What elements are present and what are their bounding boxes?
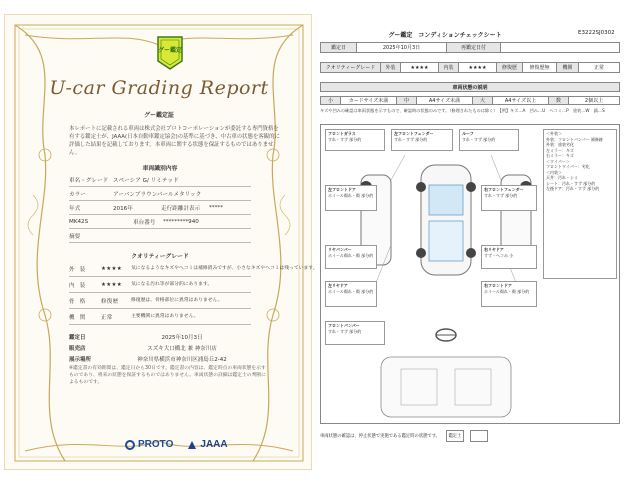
vehicle-year-value: 2016年 [113, 205, 133, 212]
vehicle-name-value: スペーシア G/ リミテッド [113, 177, 179, 184]
vehicle-info-table [69, 173, 251, 243]
vehicle-name-label: 車名・グレード [69, 177, 109, 184]
sheet-quality-row [320, 62, 620, 73]
sheet-date-value: 2025年10月3日 [357, 43, 447, 52]
mileage-value: ***** [209, 204, 223, 211]
box-title: 右フロントフェンダー [484, 187, 524, 192]
signature-label: 鑑定士 [446, 430, 464, 442]
sheet-quality-label: クオリティーグレード [321, 63, 381, 72]
box-detail: すれ・すず 部分的 [328, 328, 362, 334]
location-row [69, 353, 251, 364]
vehicle-color-row [69, 187, 251, 201]
vehicle-name-row [69, 173, 251, 187]
jaaa-logo-icon [187, 440, 197, 450]
vehicle-section-heading: 車両識別内容 [142, 166, 178, 172]
box-detail: すれ・すず 部分的 [394, 136, 428, 142]
jaaa-logo [187, 439, 227, 450]
re-grade-label: 再鑑定日付 [447, 43, 501, 52]
damage-note-box [391, 129, 453, 151]
quality-stars: 正常 [101, 314, 113, 321]
scale-cell: 大 [473, 97, 493, 104]
box-detail: ホイール傷れ・傷 部分的 [328, 288, 374, 294]
sheet-footer [320, 430, 620, 442]
quality-row [69, 293, 251, 309]
vehicle-model-row [69, 215, 251, 229]
sheet-repair-label: 修復歴 [497, 63, 523, 72]
sheet-title: グー鑑定 コンディションチェックシート [388, 32, 502, 39]
issue-info [69, 331, 251, 364]
box-detail: ホイール傷れ・傷 部分的 [484, 288, 530, 294]
jaaa-logo-text: JAAA [200, 439, 228, 450]
damage-note-box [325, 321, 385, 345]
sheet-int-label: 内装 [439, 63, 459, 72]
sheet-date-label: 鑑定日 [321, 43, 357, 52]
damage-note-box [325, 281, 377, 307]
footer-note: 車両状態の確認は、停止状態で実施である鑑定時の状態です。 [320, 434, 440, 439]
damage-note-box [481, 281, 537, 307]
sheet-engine-label: 機関 [557, 63, 579, 72]
size-scale-row [320, 96, 620, 105]
location-value: 神奈川県横浜市神奈川区浦島丘2-42 [137, 356, 227, 363]
quality-label: 外 装 [69, 266, 86, 273]
proto-logo-text: PROTO [138, 439, 174, 450]
proto-logo-icon [125, 440, 135, 450]
logo-bar [125, 439, 245, 450]
box-detail: すれ・すず 部分的 [484, 192, 518, 198]
chassis-value: *********940 [163, 218, 199, 225]
damage-note-box [325, 129, 385, 151]
vehicle-year-label: 年式 [69, 205, 81, 212]
quality-section-heading: クオリティーグレード [131, 254, 189, 260]
box-detail: すず・ヘコみ 小 [484, 252, 514, 258]
vehicle-color-value: アーバンブラウンパールメタリック [113, 191, 202, 198]
scale-cell: 中 [397, 97, 417, 104]
quality-desc: 気になるようなキズやヘコミは補修済みですが、小さなキズやヘコミは残っています。 [131, 265, 318, 271]
signature-box [470, 430, 488, 442]
scale-cell: A4サイズ以上 [493, 97, 549, 104]
sheet-ext-stars: ★★★★ [401, 63, 439, 72]
damage-note-box [459, 129, 519, 151]
certificate-title: U-car Grading Report [49, 77, 269, 99]
vehicle-year-row [69, 201, 251, 215]
quality-label: 内 装 [69, 282, 86, 289]
scale-cell: 小 [321, 97, 341, 104]
certificate-notes: ※鑑定書の有効期間は、鑑定日から30日です。鑑定書の内容は、鑑定時点の車両状態を示すものであり、将来の状態を保証するものではありません。車両状態の詳細は鑑定士の判断によるものです。 [69, 366, 266, 385]
box-title: リヤバンパー [328, 247, 352, 252]
proto-logo [125, 439, 173, 450]
scale-cell: A4サイズ未満 [417, 97, 473, 104]
vehicle-damage-diagram [320, 124, 620, 424]
vehicle-color-label: カラー [69, 191, 86, 198]
chassis-label: 車台番号 [133, 219, 156, 226]
box-title: フロントバンパー [328, 323, 360, 328]
box-detail: すれ・すず 部分的 [328, 136, 362, 142]
condition-notes-box: ＜外装＞ 外装：フロントバンパー 補修跡 外装：塗装劣化 左ミラー：キズ 右ミラー：キズ ＜ワイパー＞ フロントワイパー：劣化 ＜内装＞ 天井：汚れ・シミ シート：汚れ・すず 部分的 左後ドア：汚れ・すず 部分的 [543, 129, 617, 279]
damage-note-box [481, 245, 537, 269]
quality-desc: 主要機関に異常はありません。 [131, 313, 199, 319]
issue-date-value: 2025年10月3日 [161, 334, 203, 341]
dealer-label: 販売店 [69, 345, 86, 352]
dealer-value: スズキ大口橋北 兼 神奈川店 [147, 345, 217, 352]
sheet-int-stars: ★★★★ [459, 63, 497, 72]
model-code: MK42S [69, 218, 89, 225]
certificate-intro: 本レポートに記載される車両は株式会社プロトコーポレーションが委託する専門資格を有する鑑定士が、JAAA(日本自動車鑑定協会)の基準に基づき、中古車の状態を客観的に評価した結果を記載しております。本車両に関する状態を保証するものではありません。 [69, 126, 280, 156]
quality-table [69, 261, 318, 325]
location-label: 展示場所 [69, 356, 92, 363]
box-title: 左フロントドア [328, 187, 356, 192]
scale-cell: 2個以上 [584, 98, 604, 104]
box-title: 左フロントフェンダー [394, 131, 434, 136]
box-detail: ホイール傷れ・傷 部分的 [328, 252, 374, 258]
quality-stars: ★★★★ [101, 281, 122, 288]
box-title: フロントガラス [328, 131, 356, 136]
sheet-code: E3222SJ0302 [578, 30, 615, 36]
sheet-date-row [320, 42, 620, 53]
quality-stars: ★★★★ [101, 265, 122, 272]
scale-cell: カードサイズ未満 [341, 97, 397, 104]
quality-row [69, 309, 251, 325]
damage-legend: キズや凹みの確認は車両状態を示すもので、確認時の状態のみです。（修理されたものは除く） 【例】キズ…A 凹み…U ヘコミ…P 塗装…W 錆…S [320, 108, 605, 113]
box-detail: ホイール傷れ・傷 部分的 [328, 192, 374, 198]
certificate-subtitle: グー鑑定証 [143, 112, 174, 119]
quality-stars: 修復歴 [101, 298, 119, 305]
box-detail: すれ・すず 部分的 [462, 136, 496, 142]
quality-label: 機 関 [69, 314, 86, 321]
condition-check-sheet [320, 30, 620, 450]
quality-row [69, 277, 251, 293]
re-grade-value [501, 43, 619, 52]
box-title: 右フロントドア [484, 283, 512, 288]
quality-desc: 気になる汚れ等が部分的にあります。 [131, 281, 213, 287]
dealer-row [69, 342, 251, 353]
damage-note-box [325, 185, 377, 211]
remarks-label: 摘要 [69, 233, 81, 240]
sheet-ext-label: 外装 [381, 63, 401, 72]
quality-desc: 修復歴は、骨格部位に異常はありません。 [131, 297, 223, 303]
issue-date-row [69, 331, 251, 342]
box-title: ルーフ [462, 131, 474, 136]
damage-note-box [481, 185, 537, 211]
quality-row [69, 261, 318, 277]
damage-note-box [325, 245, 377, 269]
grading-certificate [4, 14, 318, 470]
sheet-repair-value: 修復歴無 [523, 63, 557, 72]
mileage-label: 走行距離計表示 [161, 205, 201, 212]
seal-text: グー鑑定 [157, 47, 182, 54]
box-title: 右リヤドア [484, 247, 504, 252]
vehicle-remarks-row [69, 229, 251, 243]
box-title: 左リヤドア [328, 283, 348, 288]
issue-date-label: 鑑定日 [69, 334, 86, 341]
scale-cell: 数 [549, 97, 569, 104]
explanation-heading: 車両状態の説明 [320, 82, 620, 92]
sheet-engine-value: 正常 [593, 65, 604, 71]
quality-label: 骨 格 [69, 298, 86, 305]
